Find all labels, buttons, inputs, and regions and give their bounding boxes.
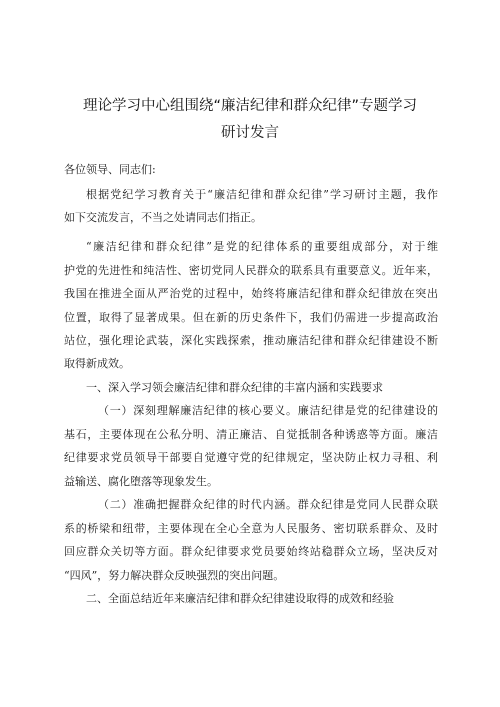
paragraph-line: “四风”，努力解决群众反映强烈的突出问题。 — [64, 569, 285, 582]
document-title-line-1: 理论学习中心组围绕“廉洁纪律和群众纪律”专题学习 — [82, 98, 418, 114]
paragraph-line: 纪律要求党员领导干部要自觉遵守党的纪律规定，坚决防止权力寻租、利 — [64, 451, 438, 464]
paragraph-line: 护党的先进性和纯洁性、密切党同人民群众的联系具有重要意义。近年来， — [64, 264, 438, 277]
paragraph-line: 益输送、腐化堕落等现象发生。 — [64, 475, 218, 488]
paragraph-line: 我国在推进全面从严治党的过程中，始终将廉洁纪律和群众纪律放在突出 — [64, 287, 438, 300]
paragraph-line: 如下交流发言，不当之处请同志们指正。 — [64, 211, 262, 224]
subsection-line: （一）深刻理解廉洁纪律的核心要义。廉洁纪律是党的纪律建设的 — [98, 404, 438, 417]
salutation: 各位领导、同志们: — [64, 163, 156, 176]
paragraph-line: 回应群众关切等方面。群众纪律要求党员要始终站稳群众立场，坚决反对 — [64, 545, 438, 558]
section-heading-2: 二、全面总结近年来廉洁纪律和群众纪律建设取得的成效和经验 — [86, 592, 394, 605]
subsection-line: （二）准确把握群众纪律的时代内涵。群众纪律是党同人民群众联 — [98, 498, 438, 511]
section-heading-1: 一、深入学习领会廉洁纪律和群众纪律的丰富内涵和实践要求 — [86, 381, 383, 394]
paragraph-line: 站位，强化理论武装，深化实践探索，推动廉洁纪律和群众纪律建设不断 — [64, 334, 438, 347]
paragraph-line: 取得新成效。 — [64, 357, 130, 370]
paragraph-line: “廉洁纪律和群众纪律”是党的纪律体系的重要组成部分，对于维 — [86, 240, 438, 253]
paragraph-line: 基石，主要体现在公私分明、清正廉洁、自觉抵制各种诱惑等方面。廉洁 — [64, 428, 438, 441]
paragraph-line: 根据党纪学习教育关于“廉洁纪律和群众纪律”学习研讨主题，我作 — [86, 188, 438, 201]
document-title-line-2: 研讨发言 — [221, 125, 279, 141]
paragraph-line: 位置，取得了显著成果。但在新的历史条件下，我们仍需进一步提高政治 — [64, 311, 438, 324]
paragraph-line: 系的桥梁和纽带，主要体现在全心全意为人民服务、密切联系群众、及时 — [64, 522, 438, 535]
